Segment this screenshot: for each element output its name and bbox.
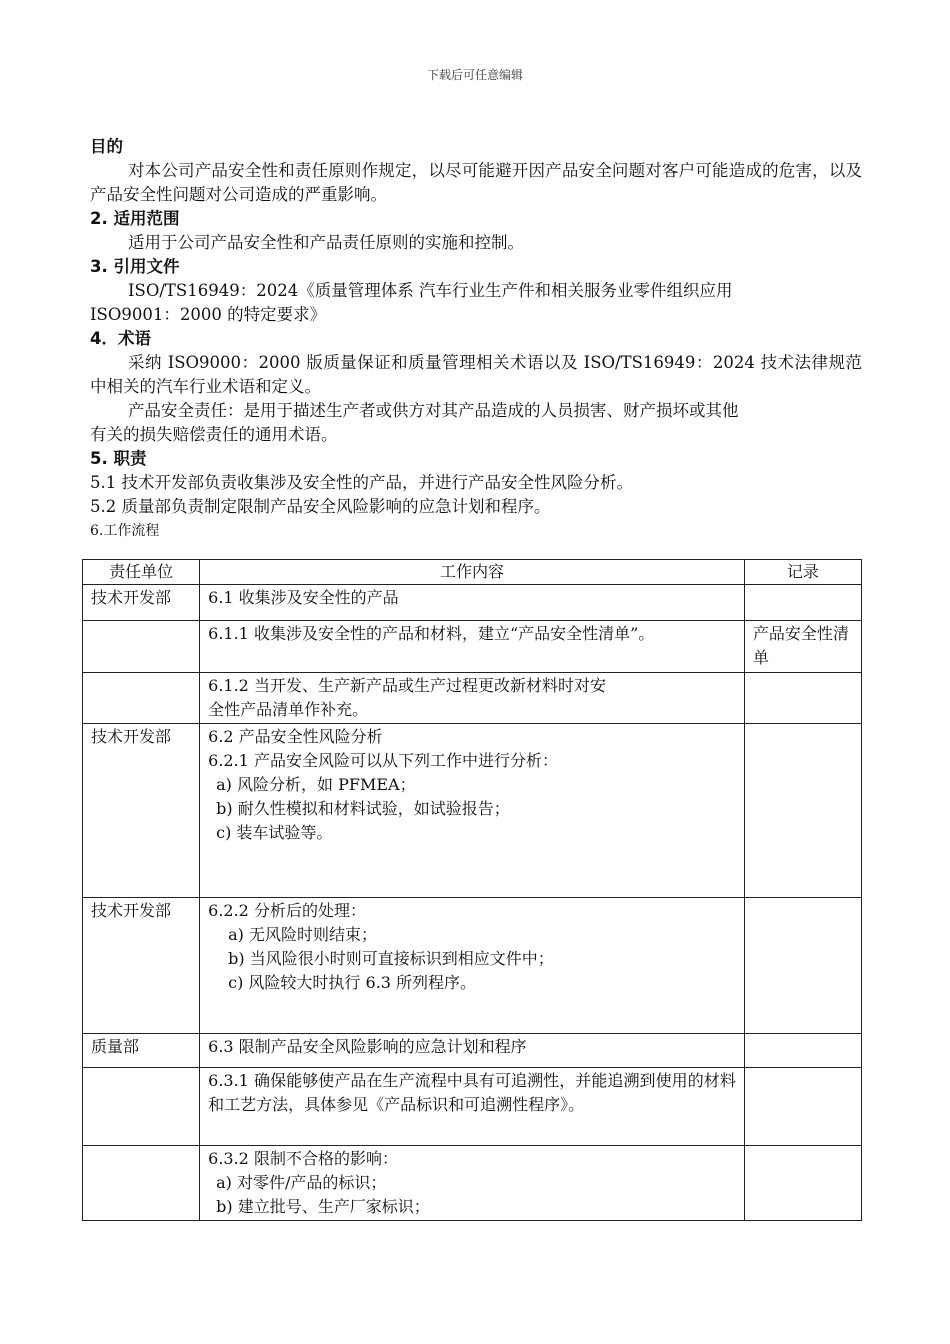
cell-content [200, 585, 745, 621]
section-1-text: 对本公司产品安全性和责任原则作规定，以尽可能避开因产品安全问题对客户可能造成的危害，以及产品安全性问题对公司造成的严重影响。 [90, 161, 862, 204]
content-line: 6.2.1 产品安全风险可以从下列工作中进行分析： [208, 751, 558, 770]
content-line: 6.2.2 分析后的处理： [208, 901, 366, 920]
cell-content [200, 673, 745, 724]
cell-unit: 技术开发部 [83, 898, 200, 1034]
table-row [83, 621, 862, 673]
section-3-text-line1: ISO/TS16949：2024《质量管理体系 汽车行业生产件和相关服务业零件组织应用 [128, 281, 733, 300]
content-line: b) 耐久性模拟和材料试验，如试验报告； [216, 799, 510, 818]
section-4-text1: 采纳 ISO9000：2000 版质量保证和质量管理相关术语以及 ISO/TS16949：2024 技术法律规范中相关的汽车行业术语和定义。 [90, 353, 862, 396]
content-line: b) 当风险很小时则可直接标识到相应文件中； [228, 949, 554, 968]
header-unit: 责任单位 [83, 560, 200, 585]
cell-record: 产品安全性清单 [744, 621, 861, 673]
cell-unit [83, 1146, 200, 1221]
cell-content [200, 621, 745, 673]
content-line: 全性产品清单作补充。 [208, 700, 369, 719]
cell-record [744, 1068, 861, 1146]
cell-content [200, 1146, 745, 1221]
table-row [83, 724, 862, 898]
cell-content [200, 898, 745, 1034]
content-line: a) 风险分析，如 PFMEA； [216, 775, 416, 794]
section-3-text-line2: ISO9001：2000 的特定要求》 [90, 305, 327, 324]
section-3-title: 3. 引用文件 [90, 257, 180, 276]
content-line: 6.3.2 限制不合格的影响： [208, 1149, 398, 1168]
cell-unit [83, 673, 200, 724]
cell-content [200, 1034, 745, 1068]
section-5-1: 5.1 技术开发部负责收集涉及安全性的产品，并进行产品安全性风险分析。 [90, 473, 633, 492]
content-line: 6.1.1 收集涉及安全性的产品和材料，建立“产品安全性清单”。 [208, 624, 655, 643]
document-body [90, 135, 862, 541]
header-record: 记录 [744, 560, 861, 585]
content-line: 6.3 限制产品安全风险影响的应急计划和程序 [208, 1037, 527, 1056]
cell-record [744, 1146, 861, 1221]
table-row [83, 673, 862, 724]
header-content: 工作内容 [200, 560, 745, 585]
cell-record [744, 724, 861, 898]
section-1-title: 目的 [90, 137, 123, 156]
section-6-title: 6.工作流程 [90, 523, 160, 539]
table-header-row [83, 560, 862, 585]
table-row [83, 898, 862, 1034]
cell-unit [83, 621, 200, 673]
header-note: 下载后可任意编辑 [426, 68, 523, 82]
content-line: a) 对零件/产品的标识； [216, 1173, 387, 1192]
cell-unit [83, 1068, 200, 1146]
section-4-text2-line1: 产品安全责任：是用于描述生产者或供方对其产品造成的人员损害、财产损坏或其他 [128, 401, 739, 420]
section-2-title: 2. 适用范围 [90, 209, 180, 228]
section-2-text: 适用于公司产品安全性和产品责任原则的实施和控制。 [128, 233, 524, 252]
content-line: 6.2 产品安全性风险分析 [208, 727, 383, 746]
section-4-text2-line2: 有关的损失赔偿责任的通用术语。 [90, 425, 338, 444]
content-line: b) 建立批号、生产厂家标识； [216, 1197, 430, 1216]
content-line: 6.1 收集涉及安全性的产品 [208, 588, 399, 607]
content-line: c) 装车试验等。 [216, 823, 333, 842]
table-row [83, 1146, 862, 1221]
cell-record [744, 898, 861, 1034]
table-row [83, 1068, 862, 1146]
content-line: 6.1.2 当开发、生产新产品或生产过程更改新材料时对安 [208, 676, 606, 695]
table-row [83, 1034, 862, 1068]
section-5-2: 5.2 质量部负责制定限制产品安全风险影响的应急计划和程序。 [90, 497, 551, 516]
section-4-title: 4．术语 [90, 329, 151, 348]
cell-content [200, 724, 745, 898]
table-row [83, 585, 862, 621]
cell-unit: 质量部 [83, 1034, 200, 1068]
content-line: 6.3.1 确保能够使产品在生产流程中具有可追溯性，并能追溯到使用的材料和工艺方法，具体参见《产品标识和可追溯性程序》。 [208, 1071, 736, 1114]
section-5-title: 5. 职责 [90, 449, 147, 468]
cell-unit: 技术开发部 [83, 585, 200, 621]
cell-unit: 技术开发部 [83, 724, 200, 898]
cell-record [744, 1034, 861, 1068]
content-line: a) 无风险时则结束； [228, 925, 378, 944]
content-line: c) 风险较大时执行 6.3 所列程序。 [228, 973, 477, 992]
cell-record [744, 673, 861, 724]
workflow-table [82, 559, 862, 1221]
cell-content [200, 1068, 745, 1146]
cell-record [744, 585, 861, 621]
